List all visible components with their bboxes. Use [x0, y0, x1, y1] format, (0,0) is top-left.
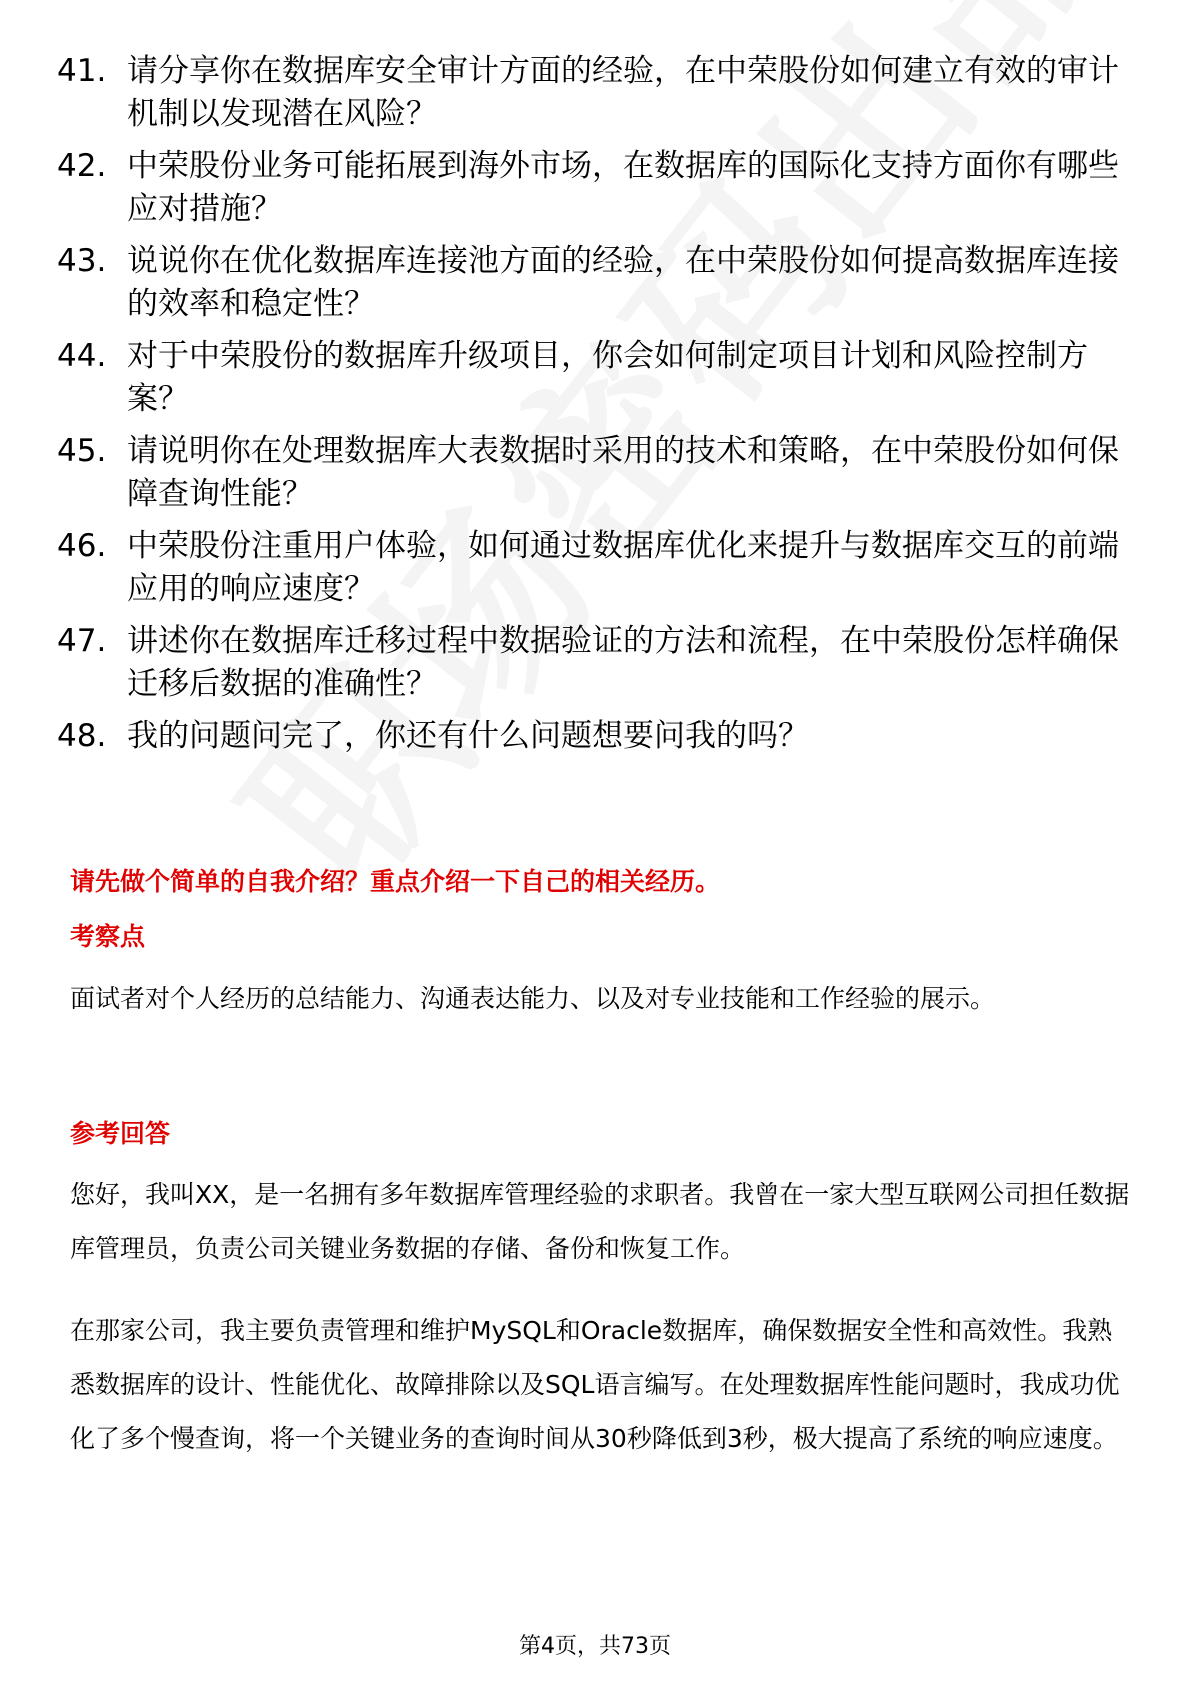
answer-paragraph: 您好，我叫XX，是一名拥有多年数据库管理经验的求职者。我曾在一家大型互联网公司担任数据库管理员，负责公司关键业务数据的存储、备份和恢复工作。	[70, 1180, 1130, 1263]
question-number: 42.	[57, 148, 107, 184]
page-footer: 第4页，共73页	[519, 1634, 671, 1659]
question-number: 44.	[57, 338, 107, 374]
question-number: 45.	[57, 433, 107, 469]
question-text: 讲述你在数据库迁移过程中数据验证的方法和流程，在中荣股份怎样确保迁移后数据的准确性？	[127, 623, 1119, 702]
question-number: 47.	[57, 623, 107, 659]
question-number: 46.	[57, 528, 107, 564]
question-list	[57, 50, 1137, 767]
question-number: 48.	[57, 718, 107, 754]
question-text: 中荣股份业务可能拓展到海外市场，在数据库的国际化支持方面你有哪些应对措施？	[127, 148, 1119, 227]
answer-heading: 参考回答	[70, 1119, 171, 1148]
section-title: 请先做个简单的自我介绍？重点介绍一下自己的相关经历。	[70, 867, 721, 896]
question-text: 我的问题问完了，你还有什么问题想要问我的吗？	[127, 718, 809, 754]
question-item	[57, 715, 1137, 758]
question-item	[57, 145, 1137, 231]
question-text: 对于中荣股份的数据库升级项目，你会如何制定项目计划和风险控制方案？	[127, 338, 1088, 417]
question-item	[57, 620, 1137, 706]
question-number: 43.	[57, 243, 107, 279]
focus-heading: 考察点	[70, 922, 146, 951]
focus-text: 面试者对个人经历的总结能力、沟通表达能力、以及对专业技能和工作经验的展示。	[70, 984, 996, 1013]
question-text: 说说你在优化数据库连接池方面的经验，在中荣股份如何提高数据库连接的效率和稳定性？	[127, 243, 1119, 322]
question-number: 41.	[57, 53, 107, 89]
question-item	[57, 430, 1137, 516]
question-text: 中荣股份注重用户体验，如何通过数据库优化来提升与数据库交互的前端应用的响应速度？	[127, 528, 1119, 607]
answer-paragraph: 在那家公司，我主要负责管理和维护MySQL和Oracle数据库，确保数据安全性和高效性。我熟悉数据库的设计、性能优化、故障排除以及SQL语言编写。在处理数据库性能问题时，我成功优化了多个慢查询，将一个关键业务的查询时间从30秒降低到3秒，极大提高了系统的响应速度。	[70, 1316, 1120, 1453]
question-item	[57, 335, 1137, 421]
question-item	[57, 50, 1137, 136]
question-item	[57, 525, 1137, 611]
question-item	[57, 240, 1137, 326]
question-text: 请分享你在数据库安全审计方面的经验，在中荣股份如何建立有效的审计机制以发现潜在风险？	[127, 53, 1119, 132]
question-text: 请说明你在处理数据库大表数据时采用的技术和策略，在中荣股份如何保障查询性能？	[127, 433, 1119, 512]
